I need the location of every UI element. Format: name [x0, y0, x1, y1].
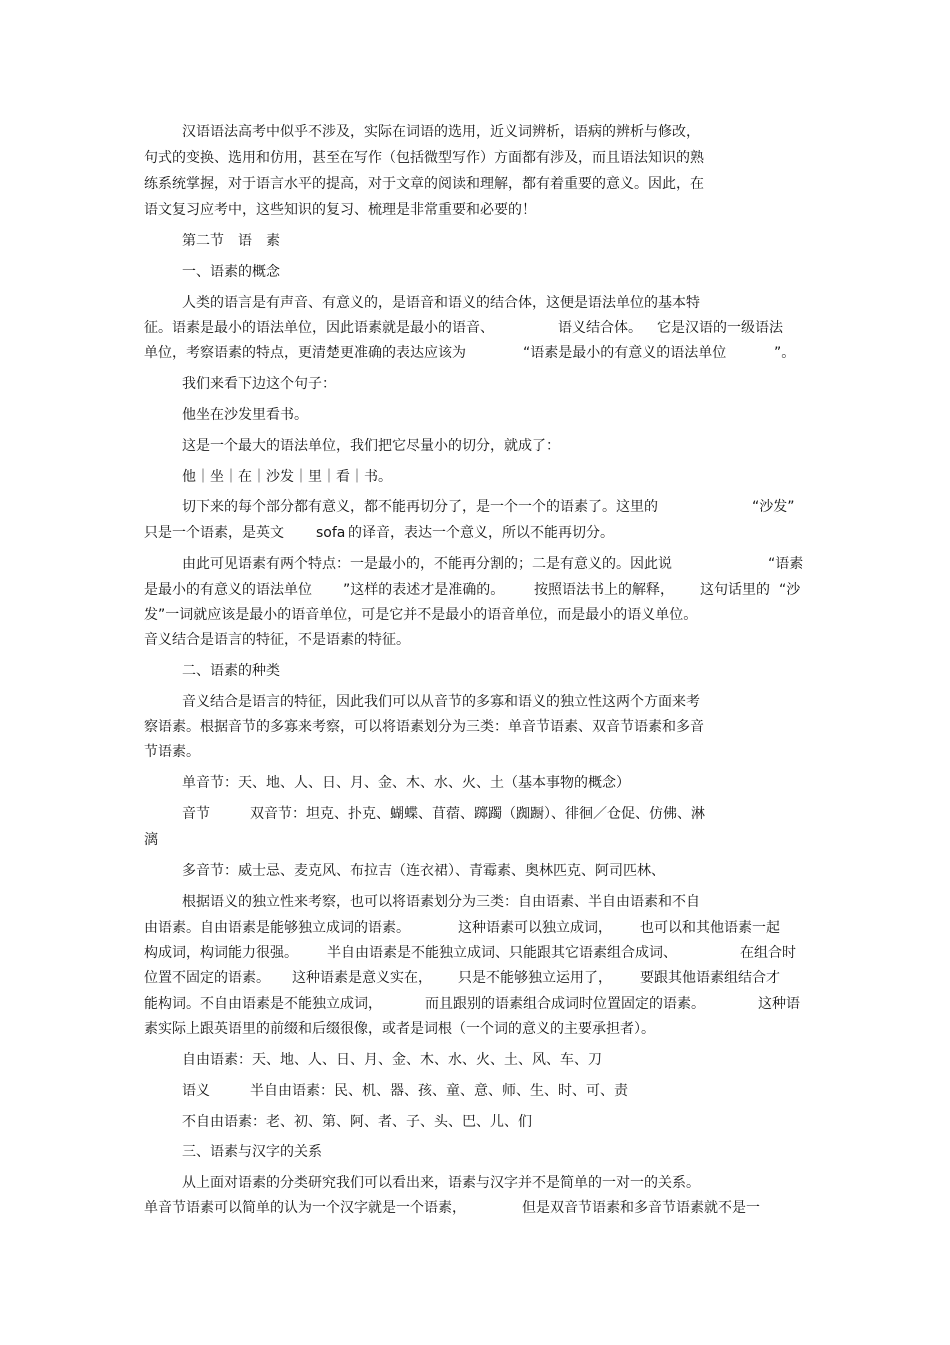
paragraph-line: 由语素。自由语素是能够独立成词的语素。 [144, 920, 410, 936]
paragraph-line: 只是一个语素，是英文 [144, 525, 284, 541]
section-heading: 第二节 语 素 [182, 233, 280, 249]
paragraph-line: 音义结合是语言的特征，因此我们可以从音节的多寡和语义的独立性这两个方面来考 [182, 694, 700, 710]
paragraph-line: “语素是最小的有意义的语法单位 [523, 345, 727, 361]
paragraph-line: 汉语语法高考中似乎不涉及，实际在词语的选用，近义词辨析，语病的辨析与修改， [182, 124, 700, 140]
paragraph-line: ”这样的表述才是准确的。 [343, 582, 505, 598]
paragraph-line: 句式的变换、选用和仿用，甚至在写作（包括微型写作）方面都有涉及，而且语法知识的熟 [144, 150, 704, 166]
paragraph-line: ”。 [774, 345, 796, 361]
paragraph-line: 练系统掌握，对于语言水平的提高，对于文章的阅读和理解，都有着重要的意义。因此，在 [144, 176, 704, 192]
paragraph-line: 音义结合是语言的特征，不是语素的特征。 [144, 632, 410, 648]
paragraph-line: 能构词。不自由语素是不能独立成词， [144, 996, 382, 1012]
paragraph-line: 是最小的有意义的语法单位 [144, 582, 312, 598]
paragraph-line: 这种语素是意义实在， [292, 970, 432, 986]
paragraph-line: “沙发” [752, 499, 795, 515]
paragraph-line: “沙 [779, 582, 801, 598]
paragraph-line: 半自由语素是不能独立成词、只能跟其它语素组合成词、 [327, 945, 677, 961]
subsection-heading: 二、语素的种类 [182, 663, 280, 679]
paragraph-line: 这种语素可以独立成词， [458, 920, 612, 936]
example-segmentation: 他｜坐｜在｜沙发｜里｜看｜书。 [182, 469, 392, 485]
list-item: 漓 [144, 832, 158, 848]
list-item: 单音节：天、地、人、日、月、金、木、水、火、土（基本事物的概念） [182, 775, 630, 791]
paragraph-line: 单音节语素可以简单的认为一个汉字就是一个语素， [144, 1200, 466, 1216]
paragraph-line: 察语素。根据音节的多寡来考察，可以将语素划分为三类：单音节语素、双音节语素和多音 [144, 719, 704, 735]
paragraph-line: 发”一词就应该是最小的语音单位，可是它并不是最小的语音单位，而是最小的语义单位。 [144, 607, 698, 623]
list-item: 双音节：坦克、扑克、蝴蝶、苜蓿、踯躅（踟蹰）、徘徊／仓促、仿佛、淋 [250, 806, 705, 822]
paragraph-line: 按照语法书上的解释， [534, 582, 674, 598]
paragraph-line: 也可以和其他语素一起 [640, 920, 780, 936]
list-item: 半自由语素：民、机、器、孩、童、意、师、生、时、可、责 [250, 1083, 628, 1099]
paragraph-line: “语素 [768, 556, 804, 572]
list-category-label: 语义 [182, 1083, 210, 1099]
example-sentence: 他坐在沙发里看书。 [182, 407, 308, 423]
paragraph-line: 这是一个最大的语法单位，我们把它尽量小的切分，就成了： [182, 438, 560, 454]
paragraph-line: 我们来看下边这个句子： [182, 376, 336, 392]
list-item: 多音节：威士忌、麦克风、布拉吉（连衣裙）、青霉素、奥林匹克、阿司匹林、 [182, 863, 665, 879]
paragraph-line: 位置不固定的语素。 [144, 970, 270, 986]
paragraph-line: 这种语 [758, 996, 800, 1012]
paragraph-line: 要跟其他语素组结合才 [640, 970, 780, 986]
paragraph-line: 由此可见语素有两个特点：一是最小的，不能再分割的；二是有意义的。因此说 [182, 556, 672, 572]
paragraph-line: 根据语义的独立性来考察，也可以将语素划分为三类：自由语素、半自由语素和不自 [182, 894, 700, 910]
subsection-heading: 三、语素与汉字的关系 [182, 1144, 322, 1160]
paragraph-line: 语文复习应考中，这些知识的复习、梳理是非常重要和必要的！ [144, 202, 536, 218]
subsection-heading: 一、语素的概念 [182, 264, 280, 280]
paragraph-line: 素实际上跟英语里的前缀和后缀很像，或者是词根（一个词的意义的主要承担者）。 [144, 1021, 655, 1037]
list-item: 自由语素：天、地、人、日、月、金、木、水、火、土、风、车、刀 [182, 1052, 602, 1068]
list-category-label: 音节 [182, 806, 210, 822]
paragraph-line: 征。语素是最小的语法单位，因此语素就是最小的语音、 [144, 320, 494, 336]
paragraph-line: 切下来的每个部分都有意义，都不能再切分了，是一个一个的语素了。这里的 [182, 499, 658, 515]
paragraph-line: 在组合时 [740, 945, 796, 961]
paragraph-line: 语义结合体。 [558, 320, 642, 336]
paragraph-line: 但是双音节语素和多音节语素就不是一 [522, 1200, 760, 1216]
paragraph-line: 只是不能够独立运用了， [458, 970, 612, 986]
paragraph-line: 从上面对语素的分类研究我们可以看出来，语素与汉字并不是简单的一对一的关系。 [182, 1175, 700, 1191]
paragraph-line: 节语素。 [144, 744, 200, 760]
paragraph-line: 人类的语言是有声音、有意义的，是语音和语义的结合体，这便是语法单位的基本特 [182, 295, 700, 311]
paragraph-line: 单位，考察语素的特点，更清楚更准确的表达应该为 [144, 345, 466, 361]
paragraph-line: 的译音，表达一个意义，所以不能再切分。 [348, 525, 614, 541]
paragraph-line: 而且跟别的语素组合成词时位置固定的语素。 [425, 996, 705, 1012]
paragraph-line: 这句话里的 [700, 582, 770, 598]
paragraph-line: 构成词，构词能力很强。 [144, 945, 298, 961]
list-item: 不自由语素：老、初、第、阿、者、子、头、巴、儿、们 [182, 1114, 532, 1130]
paragraph-line: sofa [316, 525, 346, 541]
paragraph-line: 它是汉语的一级语法 [657, 320, 783, 336]
